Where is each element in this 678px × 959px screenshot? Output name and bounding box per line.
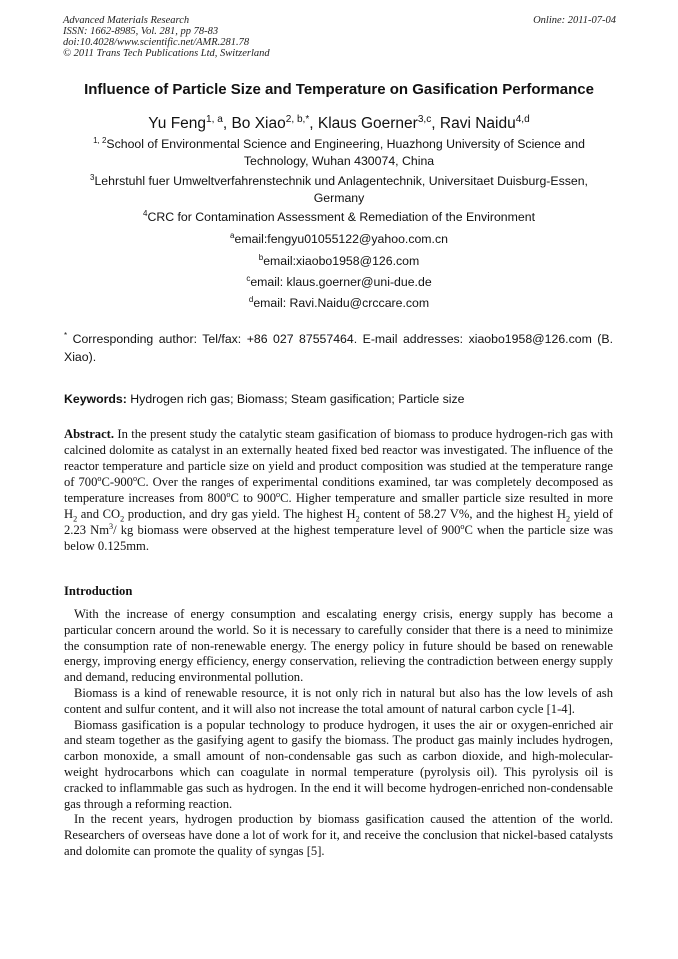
- author: [148, 115, 231, 132]
- author-name: Yu Feng: [148, 115, 207, 132]
- abstract-text-run: C-900: [101, 475, 133, 489]
- issn-line: ISSN: 1662-8985, Vol. 281, pp 78-83: [63, 26, 219, 37]
- abstract: [64, 426, 613, 554]
- author-name: Klaus Goerner: [317, 115, 418, 132]
- email-line[interactable]: [70, 231, 608, 248]
- introduction-heading: Introduction: [64, 584, 133, 598]
- paragraph: In the recent years, hydrogen production by biomass gasification caused the attention of the world. Researchers of overseas have done a lot of work for it, and receive the conclusion that nickel-based catalysts and dolomite can promote the quality of syngas [5].: [64, 812, 613, 858]
- abstract-text-run: yield of 2.23 Nm: [64, 507, 613, 537]
- copyright-line: © 2011 Trans Tech Publications Ltd, Switzerland: [63, 48, 270, 59]
- email-line[interactable]: [70, 295, 608, 312]
- author-name: Ravi Naidu: [439, 115, 516, 132]
- corresponding-author-note: [64, 331, 613, 366]
- online-date: Online: 2011-07-04: [533, 15, 616, 26]
- author-sep: ,: [431, 115, 440, 132]
- author-sup: 2, b,*: [285, 113, 310, 125]
- superscript: o: [460, 521, 465, 531]
- superscript: o: [276, 489, 281, 499]
- email-text: email:xiaobo1958@126.com: [263, 254, 420, 268]
- abstract-text-run: In the present study the catalytic steam gasification of biomass to produce hydrogen-rich gas with calcined dolomite as catalyst in an externally heated fixed bed reactor was investigated. The influence of the reactor temperature and particle size on yield and product composition was studied at the temperature range of 700: [64, 427, 613, 489]
- abstract-text-run: C to 900: [230, 491, 277, 505]
- paper-title: Influence of Particle Size and Temperature on Gasification Performance: [84, 81, 594, 98]
- keywords-label: Keywords:: [64, 392, 127, 406]
- author-name: Bo Xiao: [231, 115, 286, 132]
- affiliation-text: Lehrstuhl fuer Umweltverfahrenstechnik und Anlagentechnik, Universitaet Duisburg-Essen, Germany: [94, 174, 588, 205]
- affiliation: [70, 173, 608, 206]
- keywords-text: Hydrogen rich gas; Biomass; Steam gasification; Particle size: [126, 392, 465, 406]
- superscript: o: [226, 489, 231, 499]
- abstract-text-run: production, and dry gas yield. The highest H: [124, 507, 356, 521]
- affiliation: [70, 209, 608, 226]
- superscript: o: [97, 473, 102, 483]
- abstract-text-run: C. Over the ranges of experimental conditions examined, tar was completely decomposed as temperature increases from 800: [64, 475, 613, 505]
- email-line[interactable]: [70, 253, 608, 270]
- corresponding-sup: *: [64, 330, 68, 340]
- email-text: email: Ravi.Naidu@crccare.com: [253, 296, 430, 310]
- doi-line[interactable]: doi:10.4028/www.scientific.net/AMR.281.78: [63, 37, 250, 48]
- journal-name: Advanced Materials Research: [63, 15, 190, 26]
- author-list: [40, 114, 638, 133]
- corresponding-text: Corresponding author: Tel/fax: +86 027 87557464. E-mail addresses: xiaobo1958@126.com (B. Xiao).: [64, 332, 613, 364]
- abstract-text-run: content of 58.27 V%, and the highest H: [359, 507, 566, 521]
- abstract-text-run: / kg biomass were observed at the highest temperature level of 900: [113, 523, 461, 537]
- email-sup: c: [246, 273, 251, 283]
- author: [318, 115, 440, 132]
- subscript: 2: [566, 514, 571, 524]
- abstract-text-run: C. Higher temperature and smaller particle size resulted in more H: [64, 491, 613, 521]
- email-line[interactable]: [70, 274, 608, 291]
- subscript: 2: [73, 514, 78, 524]
- author-sup: 1, a: [206, 113, 223, 125]
- affiliation-sup: 1, 2: [93, 135, 107, 145]
- superscript: 3: [109, 521, 114, 531]
- affiliation-sup: 4: [143, 208, 148, 218]
- affiliation-sup: 3: [90, 172, 95, 182]
- journal-header: [63, 15, 270, 59]
- author-sep: ,: [309, 115, 318, 132]
- abstract-text-run: and CO: [77, 507, 121, 521]
- author: [231, 115, 317, 132]
- subscript: 2: [355, 514, 360, 524]
- affiliation-text: CRC for Contamination Assessment & Remediation of the Environment: [147, 210, 535, 224]
- abstract-text-run: C when the particle size was below 0.125mm.: [64, 523, 614, 553]
- author: [440, 115, 530, 132]
- abstract-label: Abstract.: [64, 427, 115, 441]
- paragraph: Biomass is a kind of renewable resource, it is not only rich in natural but also has the low levels of ash content and sulfur content, and it will also not increase the total amount of natural carbon cycle [1-4].: [64, 685, 613, 716]
- email-sup: a: [230, 230, 235, 240]
- author-sup: 4,d: [515, 113, 530, 125]
- introduction-body: [64, 607, 613, 860]
- email-text: email:fengyu01055122@yahoo.com.cn: [234, 232, 448, 246]
- subscript: 2: [120, 514, 125, 524]
- affiliation-text: School of Environmental Science and Engineering, Huazhong University of Science and Technology, Wuhan 430074, China: [106, 137, 585, 168]
- affiliation: [70, 136, 608, 169]
- paragraph: With the increase of energy consumption and escalating energy crisis, energy supply has become a particular concern around the world. So it is necessary to carefully consider that there is a need to minimize the consumption rate of non-renewable energy. The energy policy in future should be based on renewable energy, improving energy efficiency, energy conservation, relieving the contradiction between energy supply and demand, reducing environmental pollution.: [64, 607, 613, 685]
- email-text: email: klaus.goerner@uni-due.de: [250, 275, 432, 289]
- author-sup: 3,c: [417, 113, 432, 125]
- email-sup: d: [248, 294, 254, 304]
- superscript: o: [132, 473, 138, 483]
- paragraph: Biomass gasification is a popular technology to produce hydrogen, it uses the air or oxygen-enriched air and steam together as the gasifying agent to gasify the biomass. The product gas mainly includes hydrogen, carbon monoxide, a small amount of non-condensable gas such as carbon dioxide, and high-molecular-weight hydrocarbons which can coagulate in normal temperature (pyrolysis oil). This pyrolysis oil is cracked to inflammable gas such as hydrogen. In the end it will become hydrogen-enriched non-condensable gas through a reforming reaction.: [64, 717, 613, 811]
- keywords: [64, 391, 613, 407]
- author-sep: ,: [222, 115, 232, 132]
- email-sup: b: [258, 252, 264, 262]
- abstract-body: [64, 427, 613, 553]
